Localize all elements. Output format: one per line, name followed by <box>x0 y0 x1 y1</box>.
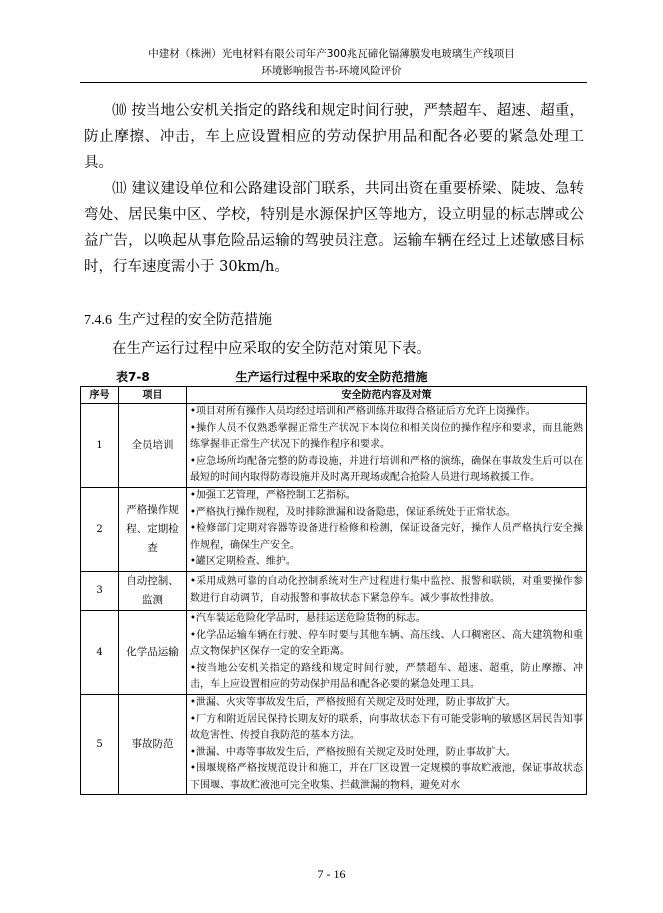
measure-bullet: •严格执行操作规程，及时排除泄漏和设备隐患，保证系统处于正常状态。 <box>190 506 516 518</box>
header-no: 序号 <box>81 387 119 404</box>
measure-bullet: •泄漏、火灾等事故发生后，严格按照有关规定及时处理，防止事故扩大。 <box>190 696 516 708</box>
row-content <box>187 487 587 571</box>
header-rule <box>80 82 587 83</box>
measure-bullet: •围堰规格严格按规范设计和施工，并在厂区设置一定规模的事故贮液池，保证事故状态下围堰、事故贮液池可完全收集、拦截泄漏的物料，避免对水 <box>190 763 583 791</box>
body-paragraphs <box>84 98 584 280</box>
row-number: 5 <box>81 694 119 795</box>
section-title: 生产过程的安全防范措施 <box>118 312 272 328</box>
row-content <box>187 571 587 610</box>
paragraph-10: ⑽ 按当地公安机关指定的路线和规定时间行驶，严禁超车、超速、超重，防止摩擦、冲击，车上应设置相应的劳动保护用品和配各必要的紧急处理工具。 <box>84 103 584 171</box>
measure-bullet: •加强工艺管理，严格控制工艺指标。 <box>190 489 356 501</box>
row-number: 4 <box>81 610 119 694</box>
header-content: 安全防范内容及对策 <box>187 387 587 404</box>
header-item: 项目 <box>119 387 187 404</box>
page-number: 7 - 16 <box>317 867 346 881</box>
measure-bullet: •按当地公安机关指定的路线和规定时间行驶，严禁超车、超速、超重，防止摩擦、冲击，车上应设置相应的劳动保护用品和配各必要的紧急处理工具。 <box>190 662 583 691</box>
table-row <box>81 487 587 571</box>
safety-measures-table <box>80 386 587 795</box>
table-row <box>81 404 587 488</box>
table-row <box>81 610 587 694</box>
row-number: 3 <box>81 571 119 610</box>
row-item: 自动控制、监测 <box>119 571 187 610</box>
section-heading <box>84 310 272 331</box>
row-item: 严格操作规程、定期检查 <box>119 487 187 571</box>
header-project-title: 中建材（株洲）光电材料有限公司年产300兆瓦碲化镉薄膜发电玻璃生产线项目 <box>148 48 515 60</box>
row-content <box>187 404 587 488</box>
paragraph-11: ⑾ 建议建设单位和公路建设部门联系，共同出资在重要桥梁、陡坡、急转弯处、居民集中区、学校，特别是水源保护区等地方，设立明显的标志牌或公益广告，以唤起从事危险品运输的驾驶员注意。运输车辆在经过上述敏感目标时，行车速度需小于 30km/h。 <box>84 181 584 275</box>
table-row <box>81 571 587 610</box>
measure-bullet: •采用成熟可靠的自动化控制系统对生产过程进行集中监控、报警和联锁，对重要操作参数进行自动调节，自动报警和事故状态下紧急停车。减少事故性排放。 <box>190 576 583 604</box>
measure-bullet: •汽车装运危险化学品时，悬挂运送危险货物的标志。 <box>190 612 426 624</box>
measure-bullet: •罐区定期检查、维护。 <box>190 556 296 568</box>
row-content <box>187 694 587 795</box>
section-number: 7.4.6 <box>84 313 112 328</box>
measure-bullet: •应急场所均配备完整的防毒设施，并进行培训和严格的演练，确保在事故发生后可以在最短的时间内取得防毒设施并及时离开现场或配合抢险人员进行现场救援工作。 <box>190 455 583 484</box>
header-report-title: 环境影响报告书-环境风险评价 <box>261 65 402 77</box>
row-number: 2 <box>81 487 119 571</box>
table-title: 生产运行过程中采取的安全防范措施 <box>235 370 428 384</box>
measure-bullet: •厂方和附近居民保持长期友好的联系，向事故状态下有可能受影响的敏感区居民告知事故危害性、传授自我防范的基本方法。 <box>190 713 583 742</box>
measure-bullet: •操作人员不仅熟悉掌握正常生产状况下本岗位和相关岗位的操作程序和要求，而且能熟练掌握非正常生产状况下的操作程序和要求。 <box>190 422 583 451</box>
table-label: 表7-8 <box>116 370 150 384</box>
row-item: 化学品运输 <box>119 610 187 694</box>
row-item: 全员培训 <box>119 404 187 488</box>
row-number: 1 <box>81 404 119 488</box>
measure-bullet: •项目对所有操作人员均经过培训和严格训练并取得合格证后方允许上岗操作。 <box>190 406 536 417</box>
row-item: 事故防范 <box>119 694 187 795</box>
table-intro: 在生产运行过程中应采取的安全防范对策见下表。 <box>112 341 431 357</box>
measure-bullet: •检修部门定期对容器等设备进行检修和检测，保证设备完好，操作人员严格执行安全操作规程，确保生产安全。 <box>190 523 583 551</box>
page-header <box>0 46 663 80</box>
table-row <box>81 694 587 795</box>
table-header-row <box>81 387 587 404</box>
row-content <box>187 610 587 694</box>
measure-bullet: •泄漏、中毒等事故发生后，严格按照有关规定及时处理，防止事故扩大。 <box>190 746 516 758</box>
table-caption <box>0 368 663 386</box>
measure-bullet: •化学品运输车辆在行驶、停车时要与其他车辆、高压线、人口稠密区、高大建筑物和重点文物保护区保存一定的安全距离。 <box>190 629 583 658</box>
